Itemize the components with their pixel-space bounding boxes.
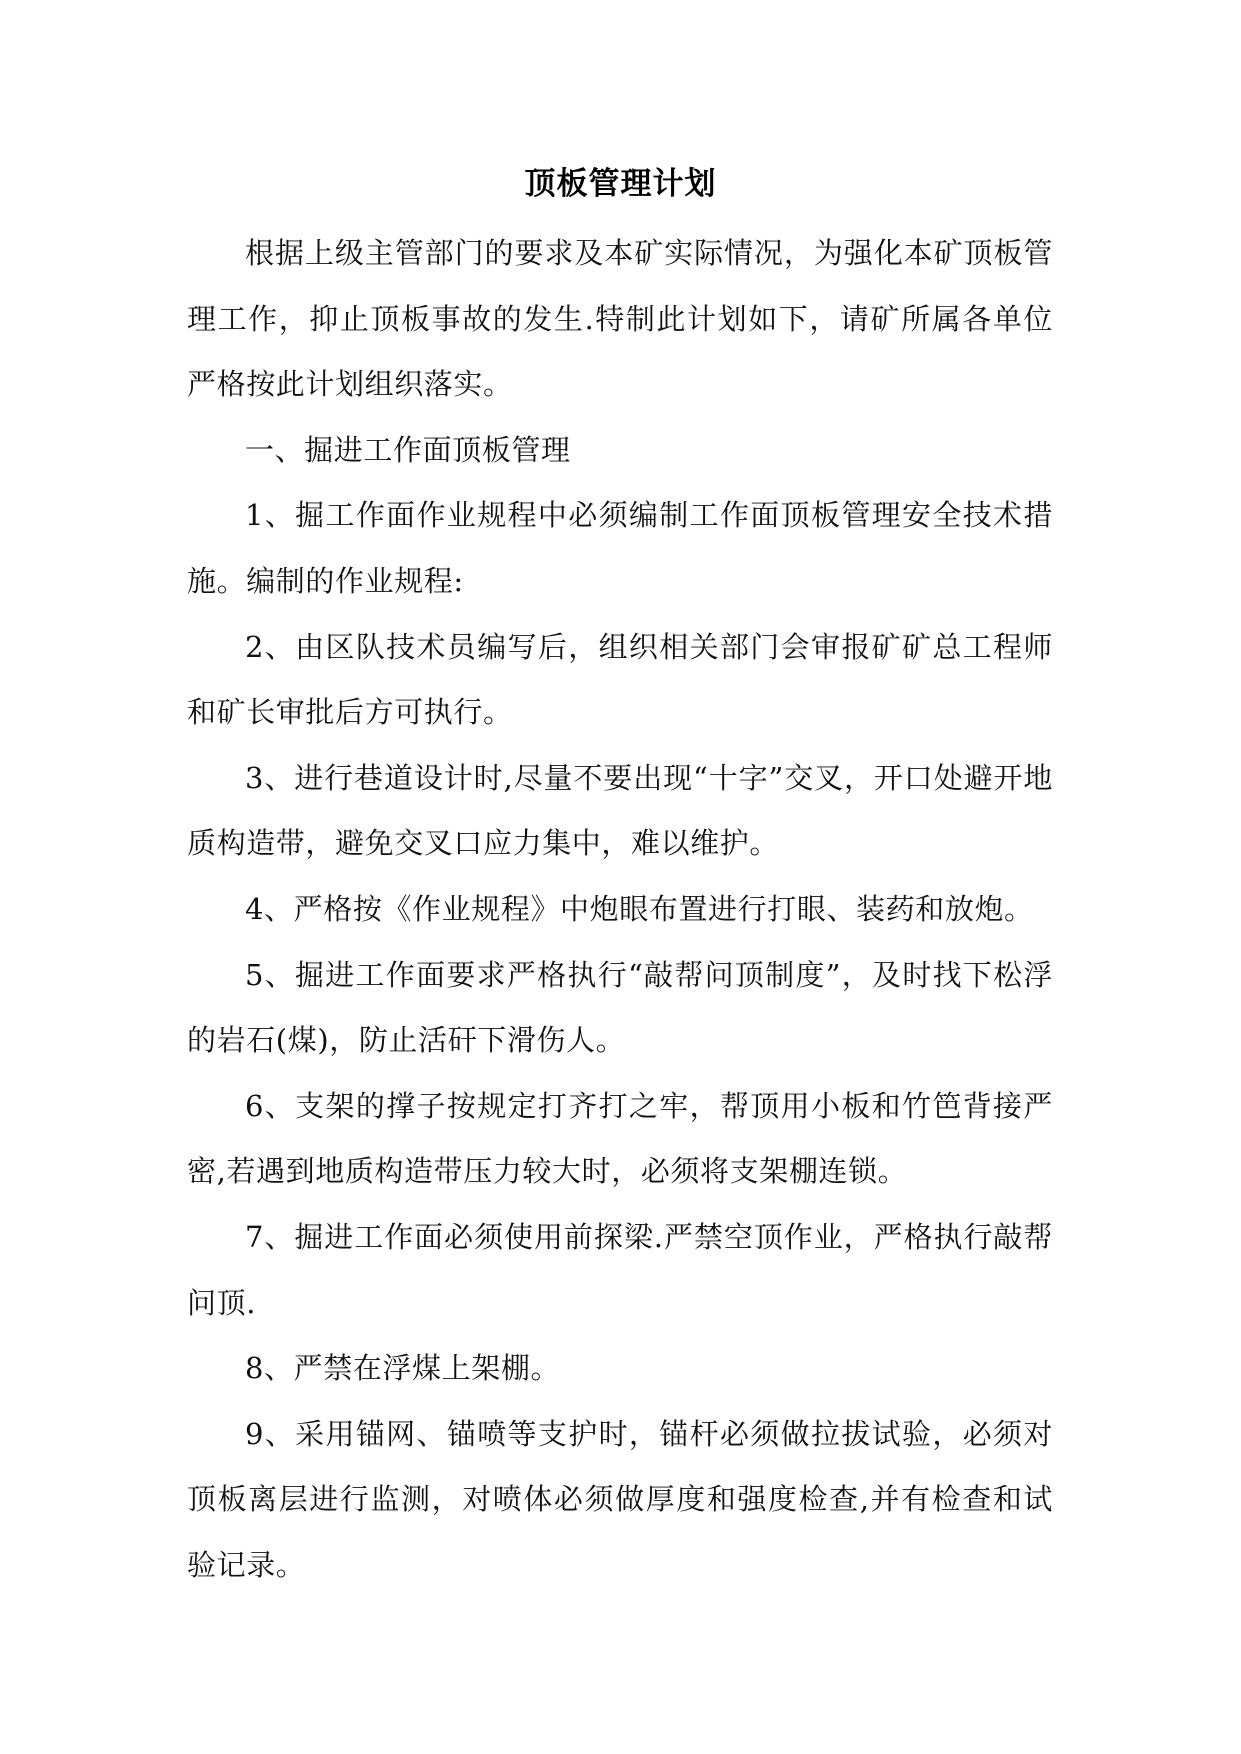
section-heading: 一、掘进工作面顶板管理 [245,432,571,467]
paragraph-item-5: 5、掘进工作面要求严格执行“敲帮问顶制度”，及时找下松浮的岩石(煤)，防止活矸下滑伤人。 [187,957,1053,1058]
paragraph-intro: 根据上级主管部门的要求及本矿实际情况，为强化本矿顶板管理工作，抑止顶板事故的发生.特制此计划如下，请矿所属各单位严格按此计划组织落实。 [187,236,1053,402]
document-title: 顶板管理计划 [524,166,717,202]
paragraph-item-6: 6、支架的撑子按规定打齐打之牢，帮顶用小板和竹笆背接严密,若遇到地质构造带压力较大时，必须将支架棚连锁。 [187,1088,1053,1189]
paragraph-item-2: 2、由区队技术员编写后，组织相关部门会审报矿矿总工程师和矿长审批后方可执行。 [187,629,1053,730]
paragraph-item-1: 1、掘工作面作业规程中必须编制工作面顶板管理安全技术措施。编制的作业规程: [187,498,1053,598]
document-body [187,221,1053,1598]
paragraph-item-9: 9、采用锚网、锚喷等支护时，锚杆必须做拉拔试验，必须对顶板离层进行监测，对喷体必须做厚度和强度检查,并有检查和试验记录。 [187,1416,1053,1582]
paragraph-item-8: 8、严禁在浮煤上架棚。 [245,1351,561,1386]
paragraph-item-7: 7、掘进工作面必须使用前探梁.严禁空顶作业，严格执行敲帮问顶. [187,1219,1053,1320]
paragraph-item-3: 3、进行巷道设计时,尽量不要出现“十字”交叉，开口处避开地质构造带，避免交叉口应力集中，难以维护。 [187,760,1053,861]
paragraph-item-4: 4、严格按《作业规程》中炮眼布置进行打眼、装药和放炮。 [245,891,1034,926]
